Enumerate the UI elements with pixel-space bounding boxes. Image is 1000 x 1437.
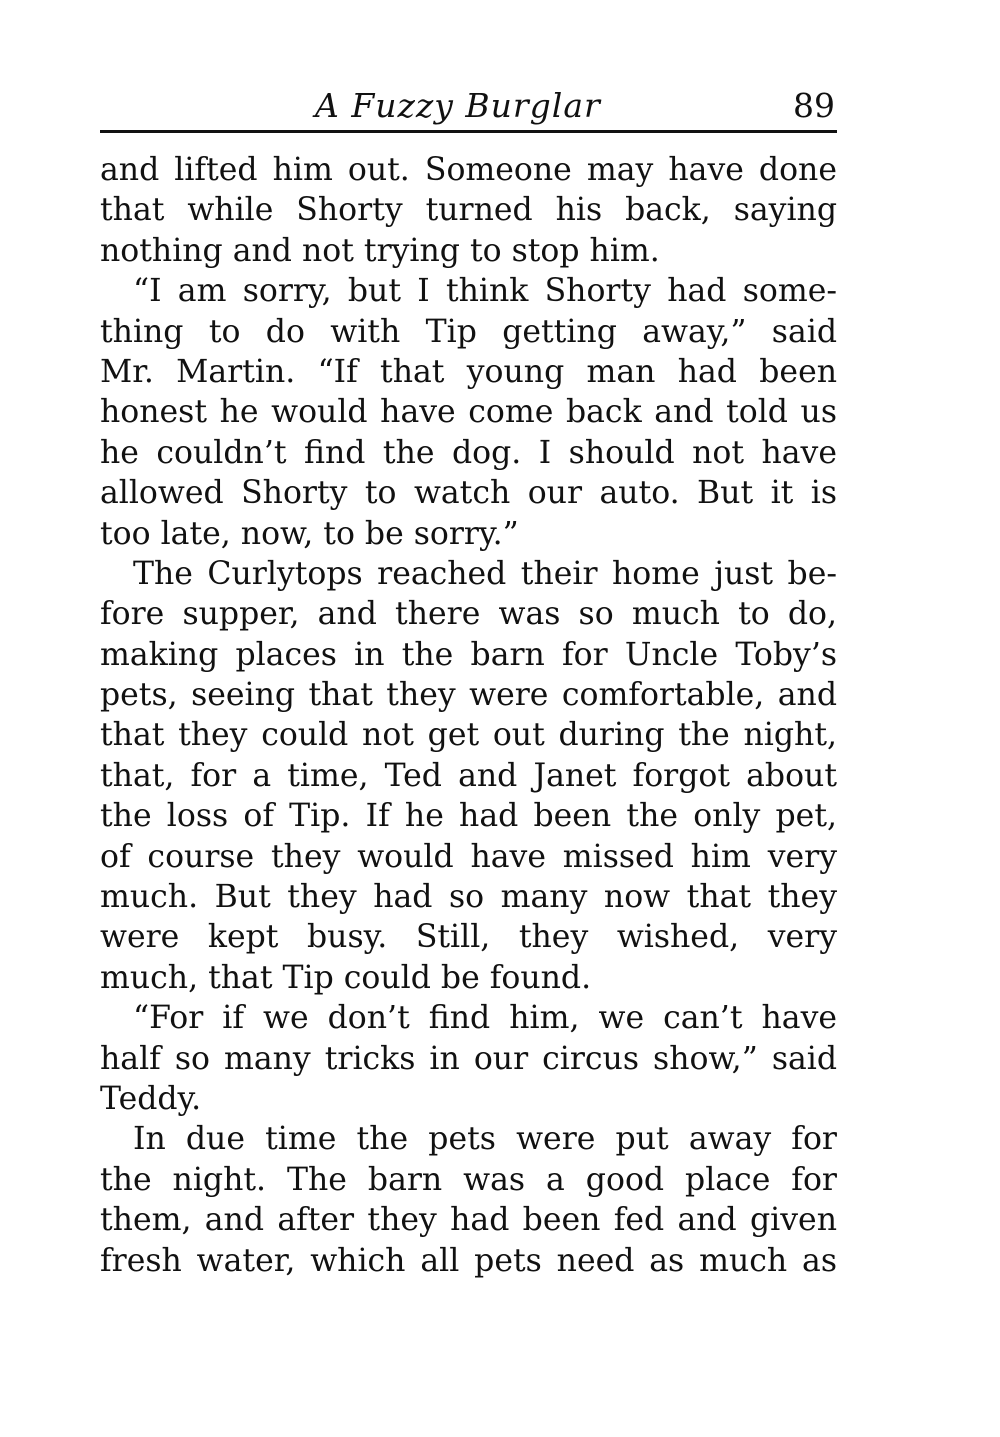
- text-line: Teddy.: [100, 1080, 202, 1117]
- text-line: half so many tricks in our circus show,” said: [100, 1040, 837, 1077]
- text-line: much. But they had so many now that they: [100, 879, 837, 916]
- text-line: honest he would have come back and told us: [100, 394, 837, 431]
- text-line: nothing and not trying to stop him.: [100, 232, 660, 269]
- text-line: “For if we don’t find him, we can’t have: [133, 1000, 837, 1037]
- text-line: making places in the barn for Uncle Toby’s: [100, 636, 837, 673]
- running-title: A Fuzzy Burglar: [315, 86, 601, 125]
- text-line: allowed Shorty to watch our auto. But it is: [100, 475, 837, 512]
- text-line: “I am sorry, but I think Shorty had some-: [133, 273, 837, 310]
- text-line: he couldn’t find the dog. I should not have: [100, 434, 837, 471]
- text-line: In due time the pets were put away for: [133, 1121, 837, 1158]
- text-line: thing to do with Tip getting away,” said: [100, 313, 837, 350]
- text-line: fresh water, which all pets need as much as: [100, 1242, 837, 1279]
- text-line: them, and after they had been fed and given: [100, 1202, 837, 1239]
- running-head: [100, 84, 837, 134]
- text-line: of course they would have missed him very: [100, 838, 837, 875]
- text-line: Mr. Martin. “If that young man had been: [100, 353, 837, 390]
- text-line: fore supper, and there was so much to do,: [100, 596, 837, 633]
- text-line: the night. The barn was a good place for: [100, 1161, 837, 1198]
- text-line: that while Shorty turned his back, saying: [100, 192, 837, 229]
- text-line: the loss of Tip. If he had been the only pet,: [100, 798, 837, 835]
- text-line: much, that Tip could be found.: [100, 959, 592, 996]
- text-line: and lifted him out. Someone may have done: [100, 152, 837, 188]
- text-line: too late, now, to be sorry.”: [100, 515, 519, 552]
- page-number: 89: [793, 86, 835, 125]
- header-rule: [100, 130, 837, 133]
- text-line: The Curlytops reached their home just be-: [133, 555, 837, 592]
- body-text: [100, 150, 837, 1281]
- text-line: were kept busy. Still, they wished, very: [100, 919, 837, 956]
- text-line: pets, seeing that they were comfortable, and: [100, 677, 837, 714]
- text-line: that, for a time, Ted and Janet forgot about: [100, 757, 837, 794]
- text-line: that they could not get out during the night,: [100, 717, 837, 754]
